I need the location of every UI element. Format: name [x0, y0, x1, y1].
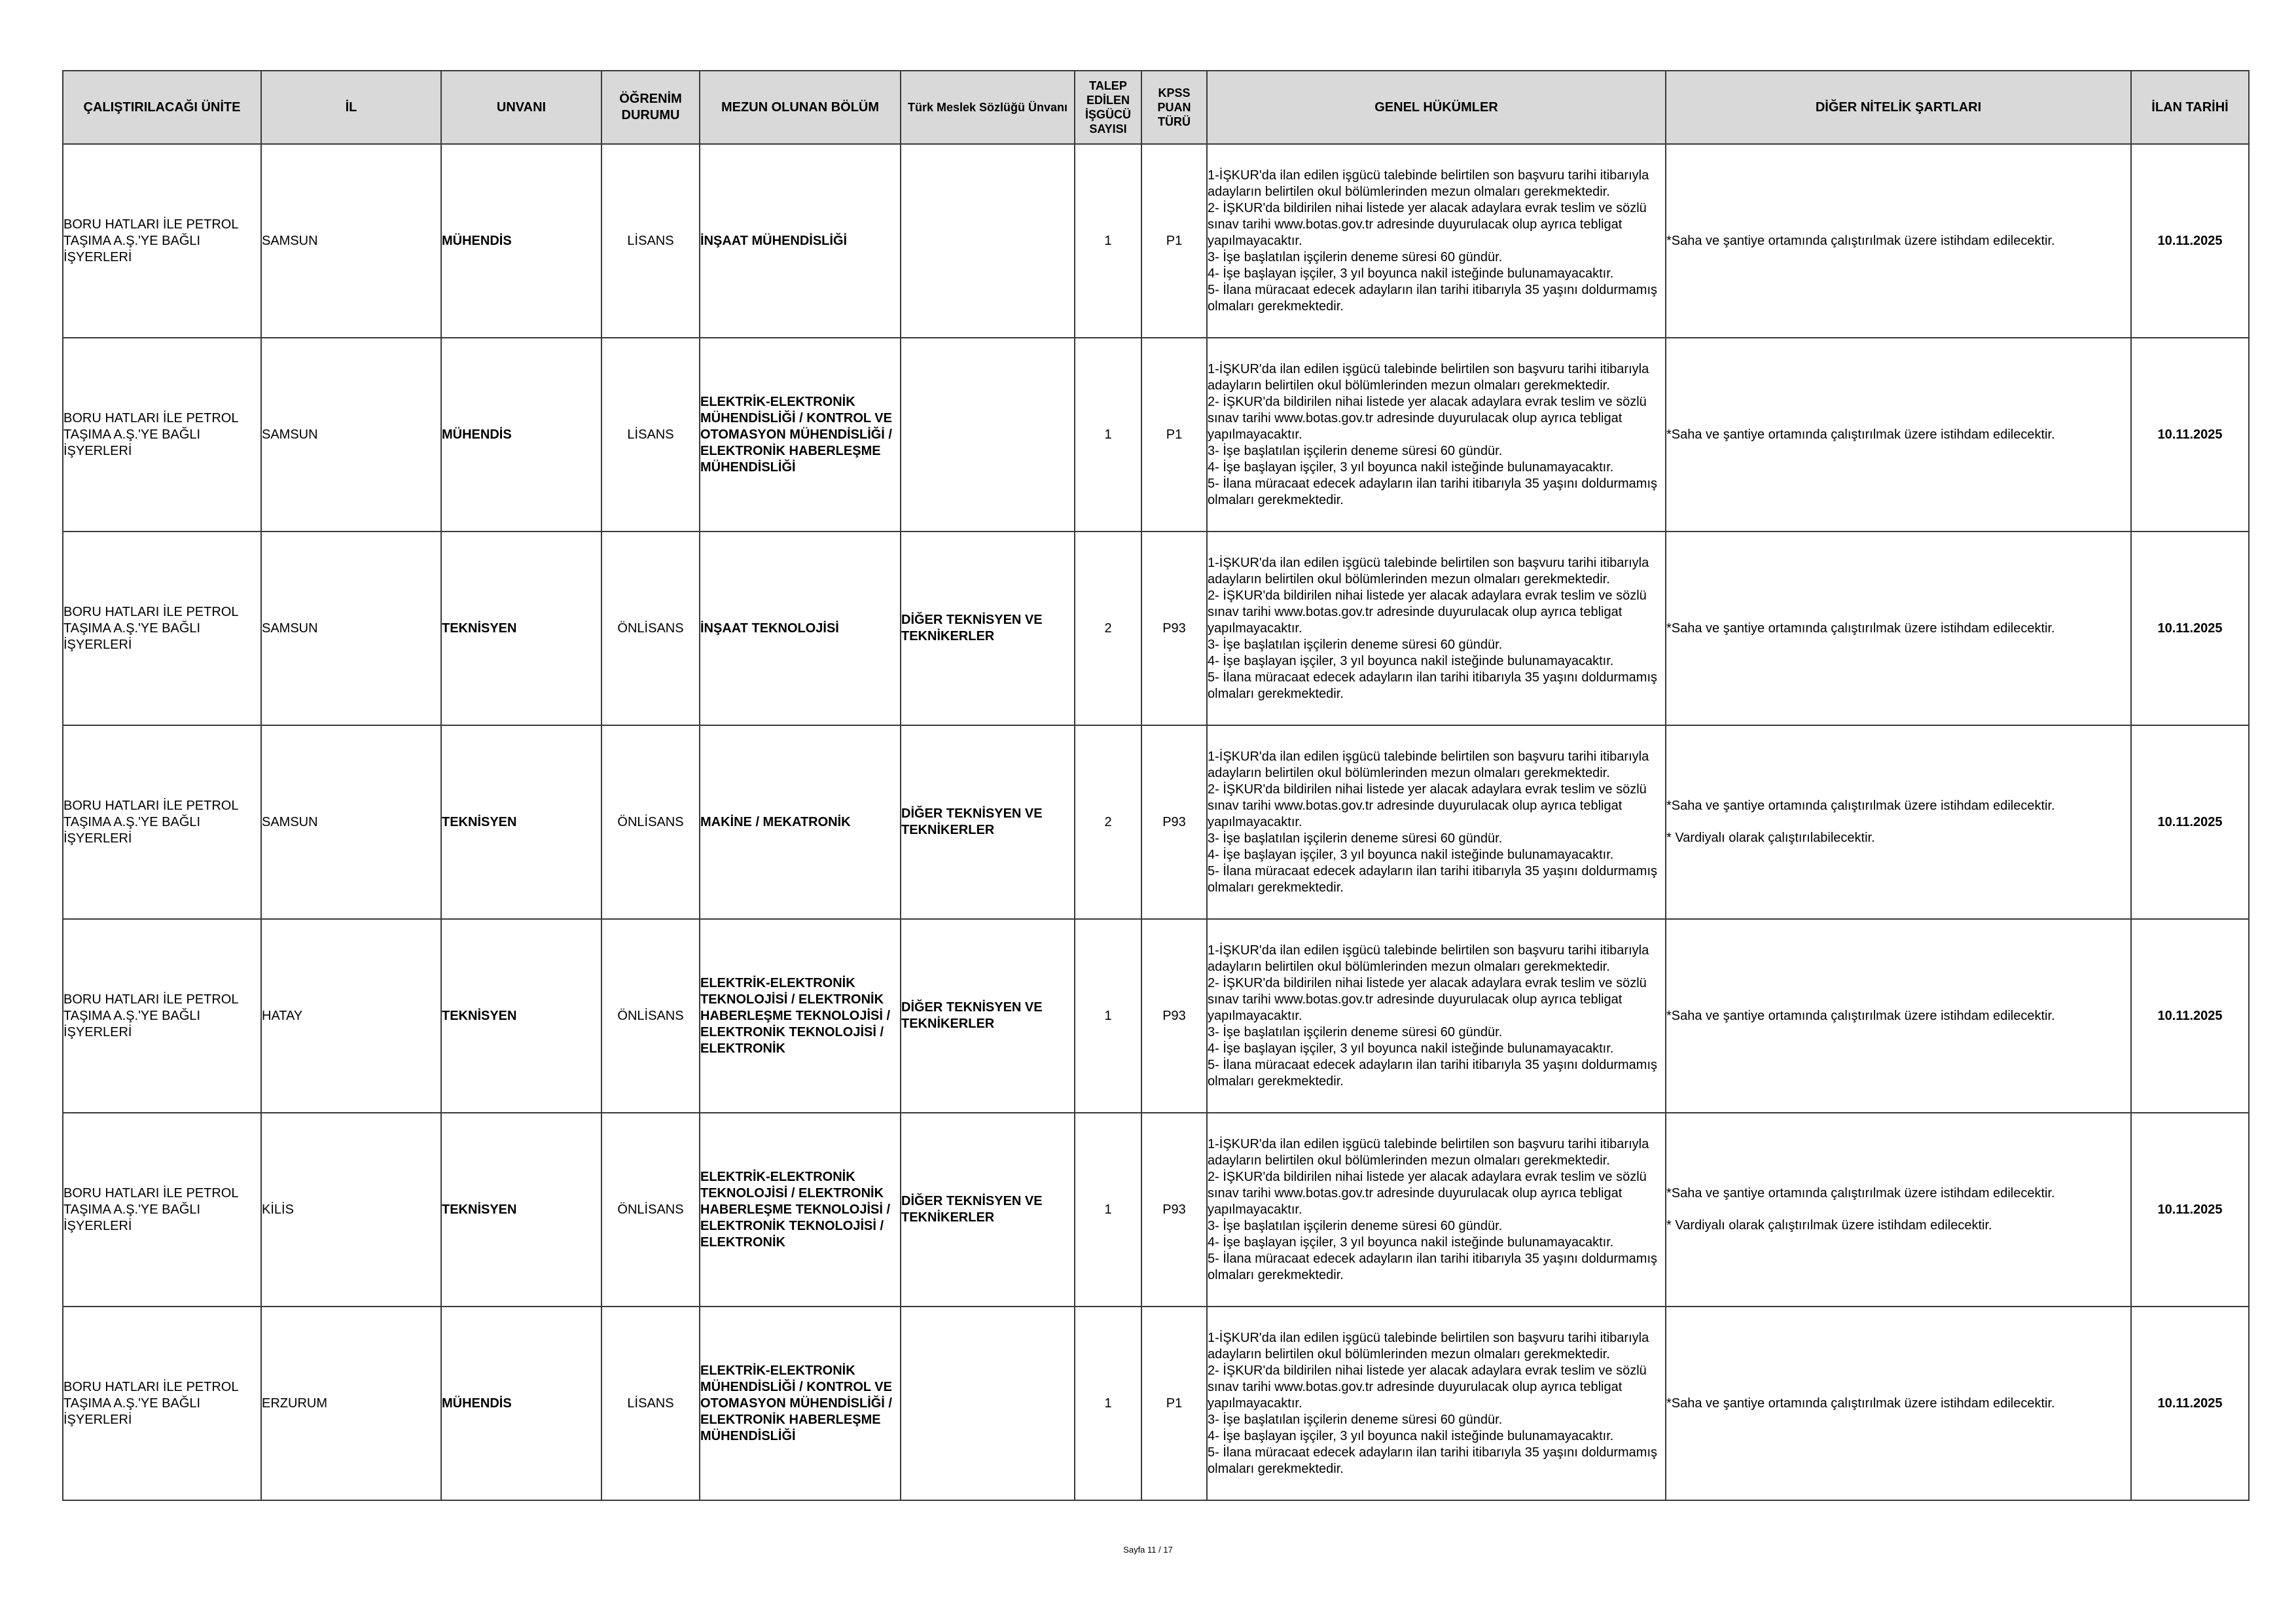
table-row: [63, 144, 2249, 338]
table-row: [63, 338, 2249, 532]
job-listing-sheet: [62, 70, 2250, 1501]
cell-general-rules: [1207, 1307, 1666, 1500]
cell-city: SAMSUN: [261, 144, 441, 338]
general-rule-line: 2- İŞKUR'da bildirilen nihai listede yer alacak adaylara evrak teslim ve sözlü sınav tarihi www.botas.gov.tr adresinde duyurulacak olup ayrıca tebligat yapılmayacaktır.: [1208, 588, 1647, 636]
general-rule-line: 2- İŞKUR'da bildirilen nihai listede yer alacak adaylara evrak teslim ve sözlü sınav tarihi www.botas.gov.tr adresinde duyurulacak olup ayrıca tebligat yapılmayacaktır.: [1208, 1363, 1647, 1411]
table-row: [63, 1307, 2249, 1500]
cell-title: TEKNİSYEN: [441, 725, 601, 919]
cell-city: SAMSUN: [261, 532, 441, 725]
cell-profession: [901, 144, 1075, 338]
cell-title: MÜHENDİS: [441, 1307, 601, 1500]
header-general: GENEL HÜKÜMLER: [1207, 71, 1666, 144]
cell-title: MÜHENDİS: [441, 144, 601, 338]
cell-city: KİLİS: [261, 1113, 441, 1307]
header-unit: ÇALIŞTIRILACAĞI ÜNİTE: [63, 71, 261, 144]
general-rule-line: 3- İşe başlatılan işçilerin deneme süresi 60 gündür.: [1208, 249, 1503, 264]
cell-title: MÜHENDİS: [441, 338, 601, 532]
general-rule-line: 5- İlana müracaat edecek adayların ilan tarihi itibarıyla 35 yaşını doldurmamış olmaları gerekmektedir.: [1208, 863, 1658, 895]
cell-city: SAMSUN: [261, 725, 441, 919]
general-rule-line: 4- İşe başlayan işçiler, 3 yıl boyunca nakil isteğinde bulunamayacaktır.: [1208, 266, 1614, 281]
cell-count: 1: [1075, 1113, 1141, 1307]
cell-general-rules: [1207, 144, 1666, 338]
general-rule-line: 4- İşe başlayan işçiler, 3 yıl boyunca nakil isteğinde bulunamayacaktır.: [1208, 1235, 1614, 1250]
cell-other-requirements: [1666, 338, 2131, 532]
general-rule-line: 2- İŞKUR'da bildirilen nihai listede yer alacak adaylara evrak teslim ve sözlü sınav tarihi www.botas.gov.tr adresinde duyurulacak olup ayrıca tebligat yapılmayacaktır.: [1208, 782, 1647, 829]
header-title: UNVANI: [441, 71, 601, 144]
cell-count: 1: [1075, 144, 1141, 338]
other-requirement-line: *Saha ve şantiye ortamında çalıştırılmak üzere istihdam edilecektir.: [1666, 1396, 2055, 1411]
cell-education: ÖNLİSANS: [601, 919, 700, 1113]
cell-kpss: P1: [1141, 144, 1207, 338]
cell-other-requirements: [1666, 532, 2131, 725]
other-requirement-line: *Saha ve şantiye ortamında çalıştırılmak üzere istihdam edilecektir.: [1666, 233, 2055, 248]
cell-department: İNŞAAT MÜHENDİSLİĞİ: [700, 144, 901, 338]
cell-title: TEKNİSYEN: [441, 919, 601, 1113]
cell-unit: BORU HATLARI İLE PETROL TAŞIMA A.Ş.'YE BAĞLI İŞYERLERİ: [63, 1113, 261, 1307]
header-other: DİĞER NİTELİK ŞARTLARI: [1666, 71, 2131, 144]
cell-education: LİSANS: [601, 338, 700, 532]
table-header-row: [63, 71, 2249, 144]
cell-date: 10.11.2025: [2131, 725, 2249, 919]
other-requirement-line: *Saha ve şantiye ortamında çalıştırılmak üzere istihdam edilecektir.: [1666, 1186, 2055, 1200]
cell-department: ELEKTRİK-ELEKTRONİK TEKNOLOJİSİ / ELEKTRONİK HABERLEŞME TEKNOLOJİSİ / ELEKTRONİK TEKNOLOJİSİ / ELEKTRONİK: [700, 919, 901, 1113]
general-rule-line: 3- İşe başlatılan işçilerin deneme süresi 60 gündür.: [1208, 637, 1503, 652]
general-rule-line: 5- İlana müracaat edecek adayların ilan tarihi itibarıyla 35 yaşını doldurmamış olmaları gerekmektedir.: [1208, 1445, 1658, 1476]
cell-count: 1: [1075, 1307, 1141, 1500]
general-rule-line: 2- İŞKUR'da bildirilen nihai listede yer alacak adaylara evrak teslim ve sözlü sınav tarihi www.botas.gov.tr adresinde duyurulacak olup ayrıca tebligat yapılmayacaktır.: [1208, 1169, 1647, 1217]
other-requirement-line: * Vardiyalı olarak çalıştırılabilecektir.: [1666, 831, 1875, 845]
general-rule-line: 4- İşe başlayan işçiler, 3 yıl boyunca nakil isteğinde bulunamayacaktır.: [1208, 653, 1614, 668]
general-rule-line: 3- İşe başlatılan işçilerin deneme süresi 60 gündür.: [1208, 1218, 1503, 1233]
general-rule-line: 4- İşe başlayan işçiler, 3 yıl boyunca nakil isteğinde bulunamayacaktır.: [1208, 1041, 1614, 1056]
general-rule-line: 4- İşe başlayan işçiler, 3 yıl boyunca nakil isteğinde bulunamayacaktır.: [1208, 460, 1614, 475]
cell-other-requirements: [1666, 1113, 2131, 1307]
general-rule-line: 1-İŞKUR'da ilan edilen işgücü talebinde belirtilen son başvuru tarihi itibarıyla adayların belirtilen okul bölümlerinden mezun olmaları gerekmektedir.: [1208, 1330, 1649, 1362]
cell-date: 10.11.2025: [2131, 1307, 2249, 1500]
general-rule-line: 5- İlana müracaat edecek adayların ilan tarihi itibarıyla 35 yaşını doldurmamış olmaları gerekmektedir.: [1208, 1251, 1658, 1282]
cell-profession: [901, 1307, 1075, 1500]
header-count: TALEP EDİLEN İŞGÜCÜ SAYISI: [1075, 71, 1141, 144]
cell-kpss: P93: [1141, 532, 1207, 725]
table-body: [63, 144, 2249, 1500]
cell-department: ELEKTRİK-ELEKTRONİK MÜHENDİSLİĞİ / KONTROL VE OTOMASYON MÜHENDİSLİĞİ / ELEKTRONİK HABERLEŞME MÜHENDİSLİĞİ: [700, 338, 901, 532]
general-rule-line: 4- İşe başlayan işçiler, 3 yıl boyunca nakil isteğinde bulunamayacaktır.: [1208, 847, 1614, 862]
table-row: [63, 532, 2249, 725]
job-listing-table: [62, 70, 2250, 1501]
cell-general-rules: [1207, 532, 1666, 725]
cell-count: 2: [1075, 725, 1141, 919]
cell-kpss: P93: [1141, 919, 1207, 1113]
cell-city: ERZURUM: [261, 1307, 441, 1500]
general-rule-line: 1-İŞKUR'da ilan edilen işgücü talebinde belirtilen son başvuru tarihi itibarıyla adayların belirtilen okul bölümlerinden mezun olmaları gerekmektedir.: [1208, 555, 1649, 586]
header-department: MEZUN OLUNAN BÖLÜM: [700, 71, 901, 144]
general-rule-line: 1-İŞKUR'da ilan edilen işgücü talebinde belirtilen son başvuru tarihi itibarıyla adayların belirtilen okul bölümlerinden mezun olmaları gerekmektedir.: [1208, 749, 1649, 780]
cell-date: 10.11.2025: [2131, 144, 2249, 338]
header-kpss: KPSS PUAN TÜRÜ: [1141, 71, 1207, 144]
cell-kpss: P1: [1141, 338, 1207, 532]
cell-general-rules: [1207, 919, 1666, 1113]
cell-department: ELEKTRİK-ELEKTRONİK TEKNOLOJİSİ / ELEKTRONİK HABERLEŞME TEKNOLOJİSİ / ELEKTRONİK TEKNOLOJİSİ / ELEKTRONİK: [700, 1113, 901, 1307]
cell-unit: BORU HATLARI İLE PETROL TAŞIMA A.Ş.'YE BAĞLI İŞYERLERİ: [63, 725, 261, 919]
general-rule-line: 1-İŞKUR'da ilan edilen işgücü talebinde belirtilen son başvuru tarihi itibarıyla adayların belirtilen okul bölümlerinden mezun olmaları gerekmektedir.: [1208, 361, 1649, 393]
cell-department: ELEKTRİK-ELEKTRONİK MÜHENDİSLİĞİ / KONTROL VE OTOMASYON MÜHENDİSLİĞİ / ELEKTRONİK HABERLEŞME MÜHENDİSLİĞİ: [700, 1307, 901, 1500]
cell-profession: DİĞER TEKNİSYEN VE TEKNİKERLER: [901, 532, 1075, 725]
other-requirement-line: *Saha ve şantiye ortamında çalıştırılmak üzere istihdam edilecektir.: [1666, 621, 2055, 636]
cell-general-rules: [1207, 1113, 1666, 1307]
page-number: Sayfa 11 / 17: [1123, 1545, 1173, 1555]
cell-unit: BORU HATLARI İLE PETROL TAŞIMA A.Ş.'YE BAĞLI İŞYERLERİ: [63, 144, 261, 338]
cell-profession: [901, 338, 1075, 532]
cell-unit: BORU HATLARI İLE PETROL TAŞIMA A.Ş.'YE BAĞLI İŞYERLERİ: [63, 1307, 261, 1500]
cell-date: 10.11.2025: [2131, 532, 2249, 725]
cell-department: MAKİNE / MEKATRONİK: [700, 725, 901, 919]
cell-general-rules: [1207, 725, 1666, 919]
cell-education: ÖNLİSANS: [601, 725, 700, 919]
other-requirement-line: *Saha ve şantiye ortamında çalıştırılmak üzere istihdam edilecektir.: [1666, 1008, 2055, 1023]
cell-date: 10.11.2025: [2131, 919, 2249, 1113]
general-rule-line: 2- İŞKUR'da bildirilen nihai listede yer alacak adaylara evrak teslim ve sözlü sınav tarihi www.botas.gov.tr adresinde duyurulacak olup ayrıca tebligat yapılmayacaktır.: [1208, 975, 1647, 1023]
general-rule-line: 3- İşe başlatılan işçilerin deneme süresi 60 gündür.: [1208, 1412, 1503, 1427]
cell-profession: DİĞER TEKNİSYEN VE TEKNİKERLER: [901, 1113, 1075, 1307]
cell-kpss: P93: [1141, 725, 1207, 919]
general-rule-line: 3- İşe başlatılan işçilerin deneme süresi 60 gündür.: [1208, 831, 1503, 846]
cell-city: HATAY: [261, 919, 441, 1113]
cell-date: 10.11.2025: [2131, 338, 2249, 532]
other-requirement-line: *Saha ve şantiye ortamında çalıştırılmak üzere istihdam edilecektir.: [1666, 799, 2055, 813]
general-rule-line: 5- İlana müracaat edecek adayların ilan tarihi itibarıyla 35 yaşını doldurmamış olmaları gerekmektedir.: [1208, 282, 1658, 314]
general-rule-line: 2- İŞKUR'da bildirilen nihai listede yer alacak adaylara evrak teslim ve sözlü sınav tarihi www.botas.gov.tr adresinde duyurulacak olup ayrıca tebligat yapılmayacaktır.: [1208, 200, 1647, 248]
cell-department: İNŞAAT TEKNOLOJİSİ: [700, 532, 901, 725]
general-rule-line: 1-İŞKUR'da ilan edilen işgücü talebinde belirtilen son başvuru tarihi itibarıyla adayların belirtilen okul bölümlerinden mezun olmaları gerekmektedir.: [1208, 943, 1649, 974]
cell-education: LİSANS: [601, 144, 700, 338]
cell-unit: BORU HATLARI İLE PETROL TAŞIMA A.Ş.'YE BAĞLI İŞYERLERİ: [63, 338, 261, 532]
cell-date: 10.11.2025: [2131, 1113, 2249, 1307]
header-profession: Türk Meslek Sözlüğü Ünvanı: [901, 71, 1075, 144]
general-rule-line: 5- İlana müracaat edecek adayların ilan tarihi itibarıyla 35 yaşını doldurmamış olmaları gerekmektedir.: [1208, 476, 1658, 507]
general-rule-line: 5- İlana müracaat edecek adayların ilan tarihi itibarıyla 35 yaşını doldurmamış olmaları gerekmektedir.: [1208, 1057, 1658, 1089]
cell-profession: DİĞER TEKNİSYEN VE TEKNİKERLER: [901, 919, 1075, 1113]
table-row: [63, 919, 2249, 1113]
other-requirement-line: *Saha ve şantiye ortamında çalıştırılmak üzere istihdam edilecektir.: [1666, 427, 2055, 442]
general-rule-line: 1-İŞKUR'da ilan edilen işgücü talebinde belirtilen son başvuru tarihi itibarıyla adayların belirtilen okul bölümlerinden mezun olmaları gerekmektedir.: [1208, 168, 1649, 199]
table-row: [63, 1113, 2249, 1307]
cell-kpss: P93: [1141, 1113, 1207, 1307]
header-date: İLAN TARİHİ: [2131, 71, 2249, 144]
cell-other-requirements: [1666, 919, 2131, 1113]
cell-title: TEKNİSYEN: [441, 532, 601, 725]
general-rule-line: 2- İŞKUR'da bildirilen nihai listede yer alacak adaylara evrak teslim ve sözlü sınav tarihi www.botas.gov.tr adresinde duyurulacak olup ayrıca tebligat yapılmayacaktır.: [1208, 394, 1647, 442]
cell-general-rules: [1207, 338, 1666, 532]
cell-education: ÖNLİSANS: [601, 532, 700, 725]
table-row: [63, 725, 2249, 919]
header-city: İL: [261, 71, 441, 144]
general-rule-line: 3- İşe başlatılan işçilerin deneme süresi 60 gündür.: [1208, 1024, 1503, 1039]
cell-unit: BORU HATLARI İLE PETROL TAŞIMA A.Ş.'YE BAĞLI İŞYERLERİ: [63, 919, 261, 1113]
cell-city: SAMSUN: [261, 338, 441, 532]
cell-other-requirements: [1666, 1307, 2131, 1500]
general-rule-line: 1-İŞKUR'da ilan edilen işgücü talebinde belirtilen son başvuru tarihi itibarıyla adayların belirtilen okul bölümlerinden mezun olmaları gerekmektedir.: [1208, 1136, 1649, 1168]
cell-count: 2: [1075, 532, 1141, 725]
general-rule-line: 3- İşe başlatılan işçilerin deneme süresi 60 gündür.: [1208, 443, 1503, 458]
header-education: ÖĞRENİM DURUMU: [601, 71, 700, 144]
cell-count: 1: [1075, 338, 1141, 532]
cell-count: 1: [1075, 919, 1141, 1113]
general-rule-line: 4- İşe başlayan işçiler, 3 yıl boyunca nakil isteğinde bulunamayacaktır.: [1208, 1428, 1614, 1443]
cell-education: LİSANS: [601, 1307, 700, 1500]
general-rule-line: 5- İlana müracaat edecek adayların ilan tarihi itibarıyla 35 yaşını doldurmamış olmaları gerekmektedir.: [1208, 670, 1658, 701]
cell-kpss: P1: [1141, 1307, 1207, 1500]
cell-education: ÖNLİSANS: [601, 1113, 700, 1307]
cell-other-requirements: [1666, 725, 2131, 919]
cell-title: TEKNİSYEN: [441, 1113, 601, 1307]
cell-unit: BORU HATLARI İLE PETROL TAŞIMA A.Ş.'YE BAĞLI İŞYERLERİ: [63, 532, 261, 725]
cell-other-requirements: [1666, 144, 2131, 338]
cell-profession: DİĞER TEKNİSYEN VE TEKNİKERLER: [901, 725, 1075, 919]
other-requirement-line: * Vardiyalı olarak çalıştırılmak üzere istihdam edilecektir.: [1666, 1218, 1992, 1233]
